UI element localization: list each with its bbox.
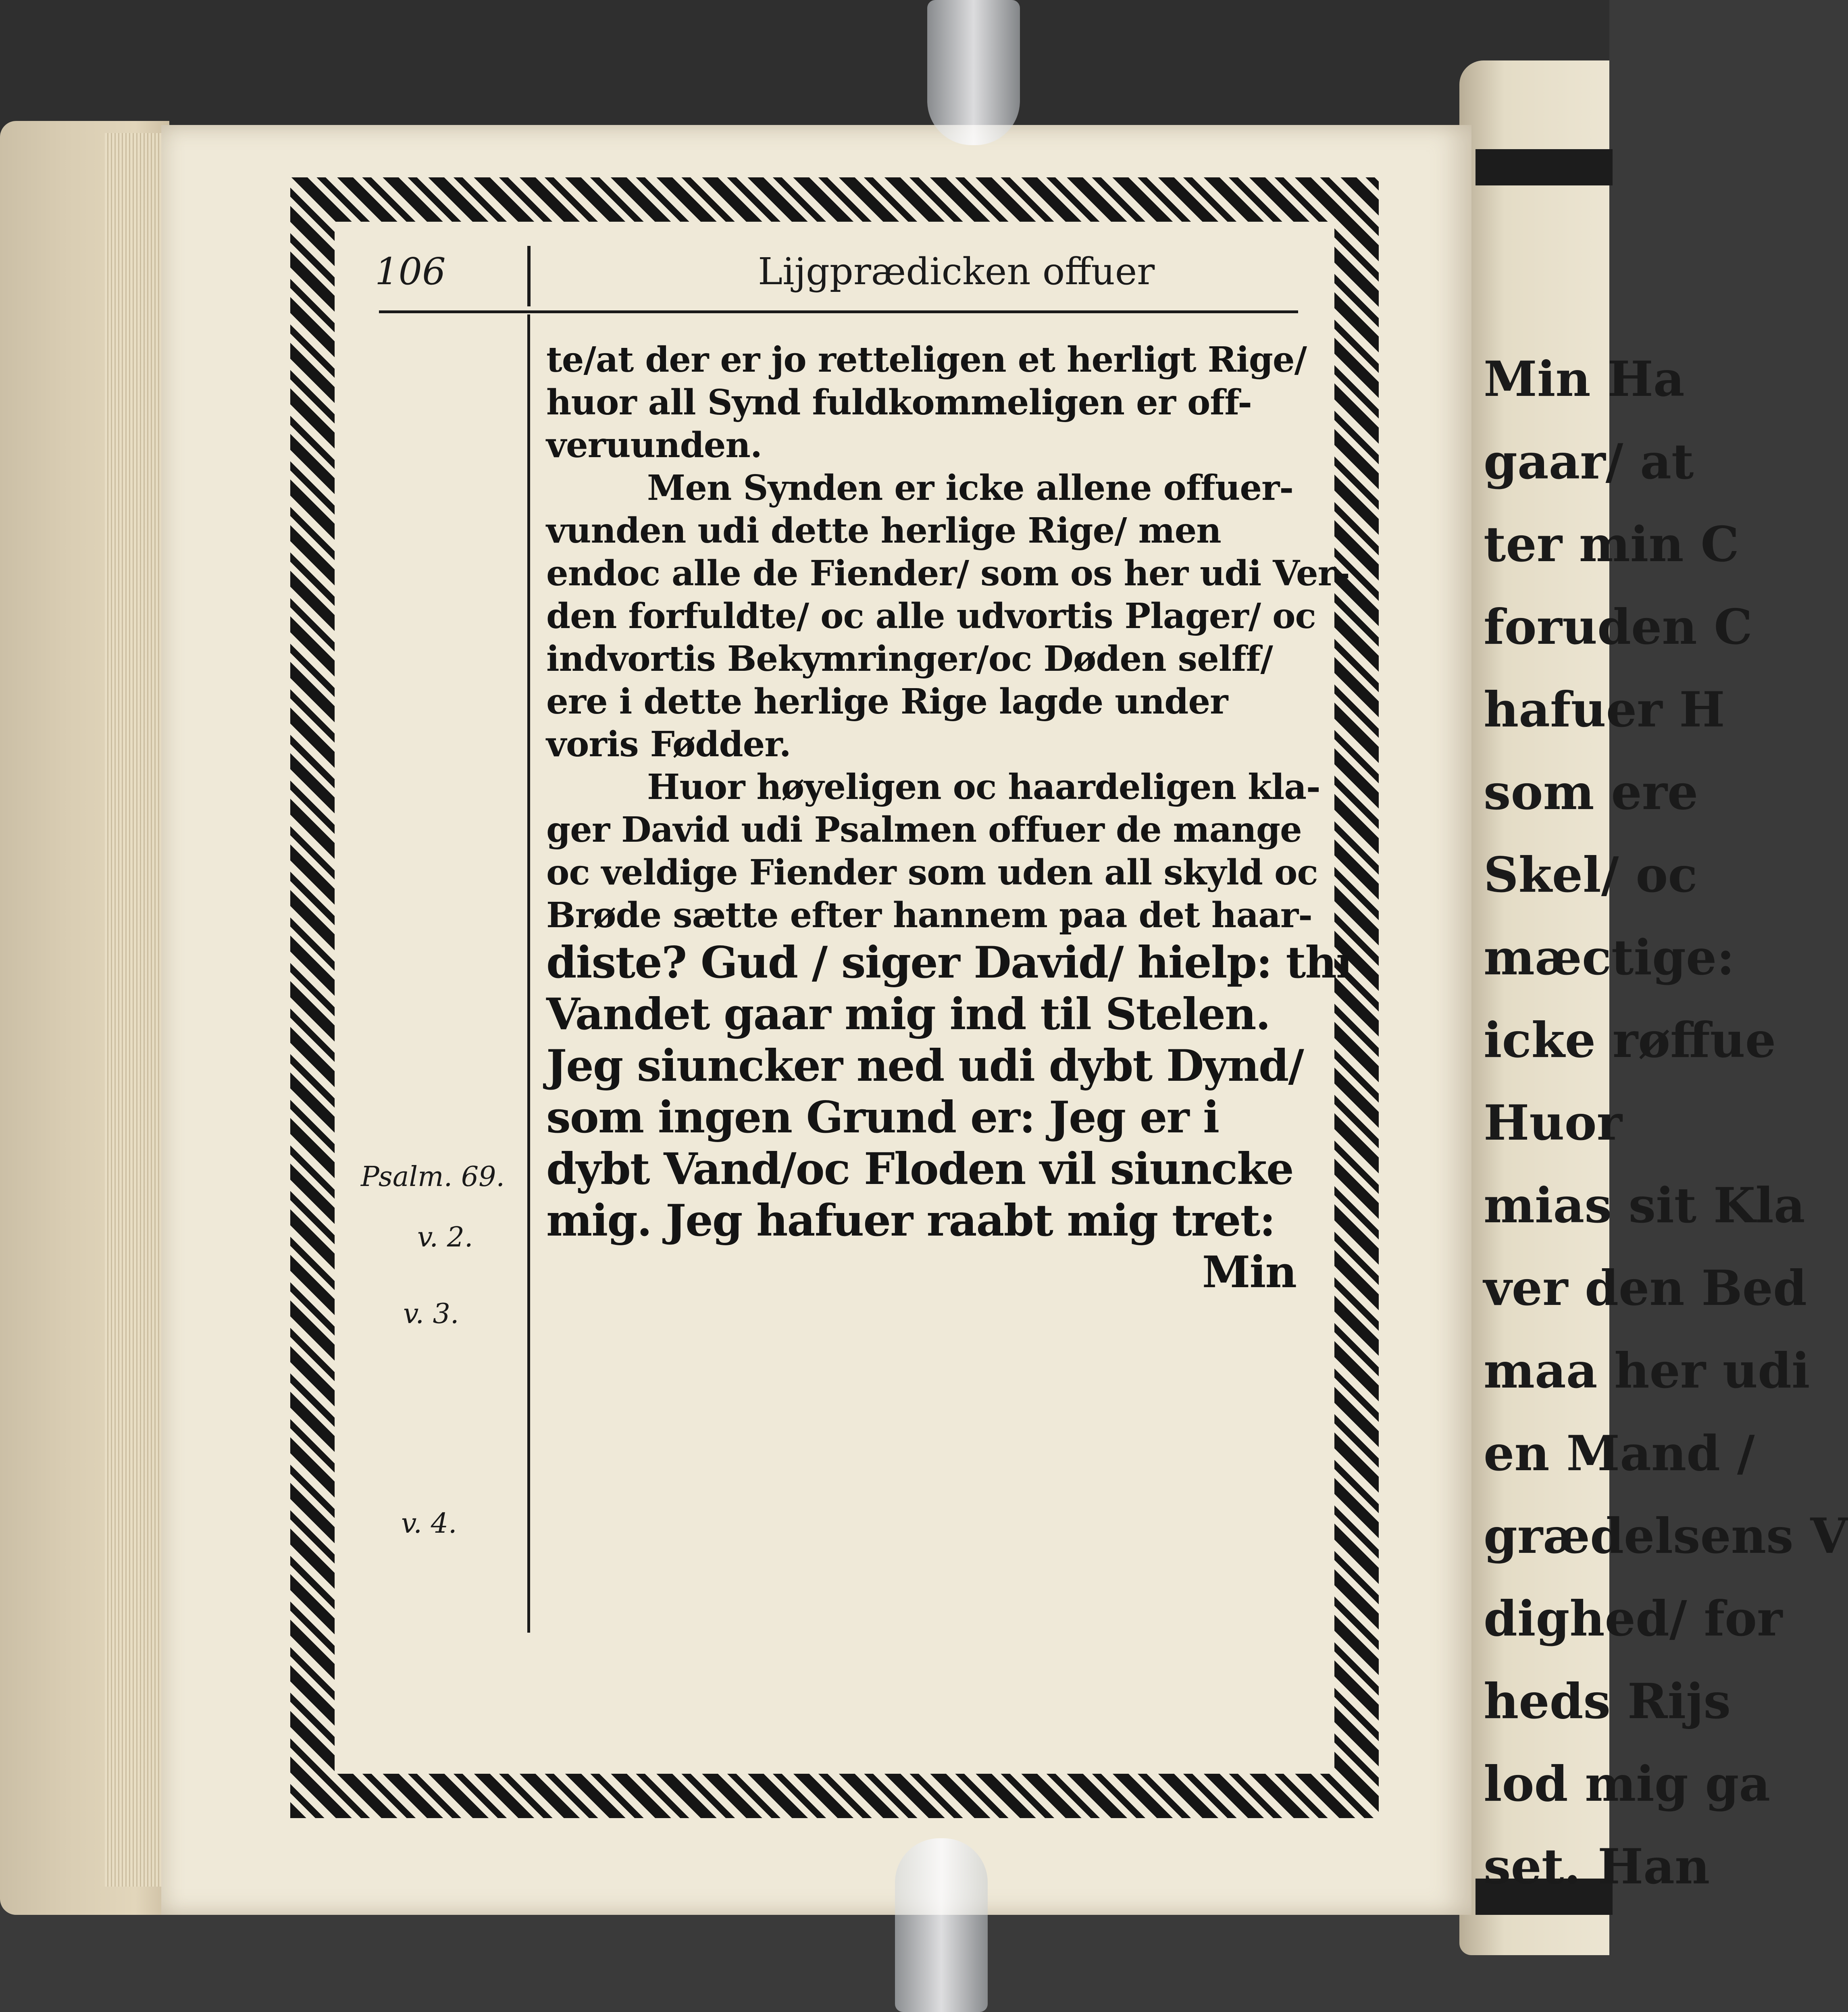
text-line: dybt Vand/oc Floden vil siuncke bbox=[546, 1144, 1293, 1194]
text-line: endoc alle de Fiender/ som os her udi Ver- bbox=[546, 553, 1350, 594]
facing-page-line: hafuer H bbox=[1484, 681, 1725, 738]
facing-page-line: mæctige: bbox=[1484, 929, 1735, 986]
body-text bbox=[546, 339, 1352, 1298]
text-line: den forfuldte/ oc alle udvortis Plager/ oc bbox=[546, 596, 1316, 637]
facing-page-line: icke røffue bbox=[1484, 1012, 1776, 1069]
text-line: mig. Jeg hafuer raabt mig tret: bbox=[546, 1195, 1275, 1246]
text-line: Huor høyeligen oc haardeligen kla- bbox=[647, 767, 1320, 807]
margin-note-verse: v. 2. bbox=[417, 1221, 473, 1253]
text-line: Vandet gaar mig ind til Stelen. bbox=[546, 989, 1270, 1040]
text-line: Brøde sætte efter hannem paa det haar- bbox=[546, 895, 1312, 936]
text-line: oc veldige Fiender som uden all skyld oc bbox=[546, 852, 1318, 893]
facing-page-line: dighed/ for bbox=[1484, 1590, 1783, 1647]
facing-page-line: en Mand / bbox=[1484, 1425, 1755, 1482]
facing-page-line: mias sit Kla bbox=[1484, 1177, 1805, 1234]
page-clip-bottom bbox=[895, 1838, 988, 2012]
facing-page-line: heds Rijs bbox=[1484, 1673, 1731, 1730]
text-line: ger David udi Psalmen offuer de mange bbox=[546, 809, 1302, 850]
facing-page-line: lod mig ga bbox=[1484, 1756, 1771, 1812]
catchword: Min bbox=[1202, 1247, 1296, 1298]
leaf-edges bbox=[105, 133, 165, 1887]
facing-page bbox=[1459, 60, 1848, 1955]
text-line: som ingen Grund er: Jeg er i bbox=[546, 1092, 1219, 1143]
facing-page-line: ter min C bbox=[1484, 516, 1739, 573]
facing-page-line: Skel/ oc bbox=[1484, 847, 1698, 903]
facing-page-line: set. Han bbox=[1484, 1838, 1710, 1895]
text-line: diste? Gud / siger David/ hielp: thi bbox=[546, 937, 1352, 988]
margin-note-verse: v. 4. bbox=[401, 1508, 457, 1540]
running-head: Lijgprædicken offuer bbox=[758, 250, 1155, 293]
facing-page-line: gaar/ at bbox=[1484, 433, 1694, 490]
text-line: vunden udi dette herlige Rige/ men bbox=[546, 510, 1221, 551]
facing-page-line: maa her udi bbox=[1484, 1342, 1810, 1399]
facing-page-line: ver den Bed bbox=[1484, 1260, 1807, 1317]
text-line: Men Synden er icke allene offuer- bbox=[647, 468, 1294, 508]
header-divider bbox=[527, 246, 531, 306]
text-line: voris Fødder. bbox=[546, 724, 791, 765]
facing-page-line: grædelsens V bbox=[1484, 1508, 1848, 1565]
background-top bbox=[0, 0, 1609, 133]
text-line: ere i dette herlige Rige lagde under bbox=[546, 681, 1228, 722]
text-line: Jeg siuncker ned udi dybt Dynd/ bbox=[546, 1040, 1303, 1091]
header-rule bbox=[379, 310, 1298, 313]
facing-page-line: Min Ha bbox=[1484, 351, 1685, 408]
text-line: veruunden. bbox=[546, 425, 762, 466]
text-line: indvortis Bekymringer/oc Døden selff/ bbox=[546, 639, 1273, 679]
page-number: 106 bbox=[375, 250, 446, 293]
margin-note-psalm: Psalm. 69. bbox=[361, 1161, 505, 1193]
text-line: te/at der er jo retteligen et herligt Rige/ bbox=[546, 339, 1307, 380]
facing-page-line: som ere bbox=[1484, 764, 1698, 821]
facing-page-line: foruden C bbox=[1484, 599, 1752, 655]
text-line: huor all Synd fuldkommeligen er off- bbox=[546, 382, 1252, 423]
page-clip-top bbox=[927, 0, 1020, 145]
margin-rule bbox=[527, 314, 530, 1633]
margin-note-verse: v. 3. bbox=[403, 1298, 459, 1330]
facing-page-line: Huor bbox=[1484, 1094, 1622, 1151]
